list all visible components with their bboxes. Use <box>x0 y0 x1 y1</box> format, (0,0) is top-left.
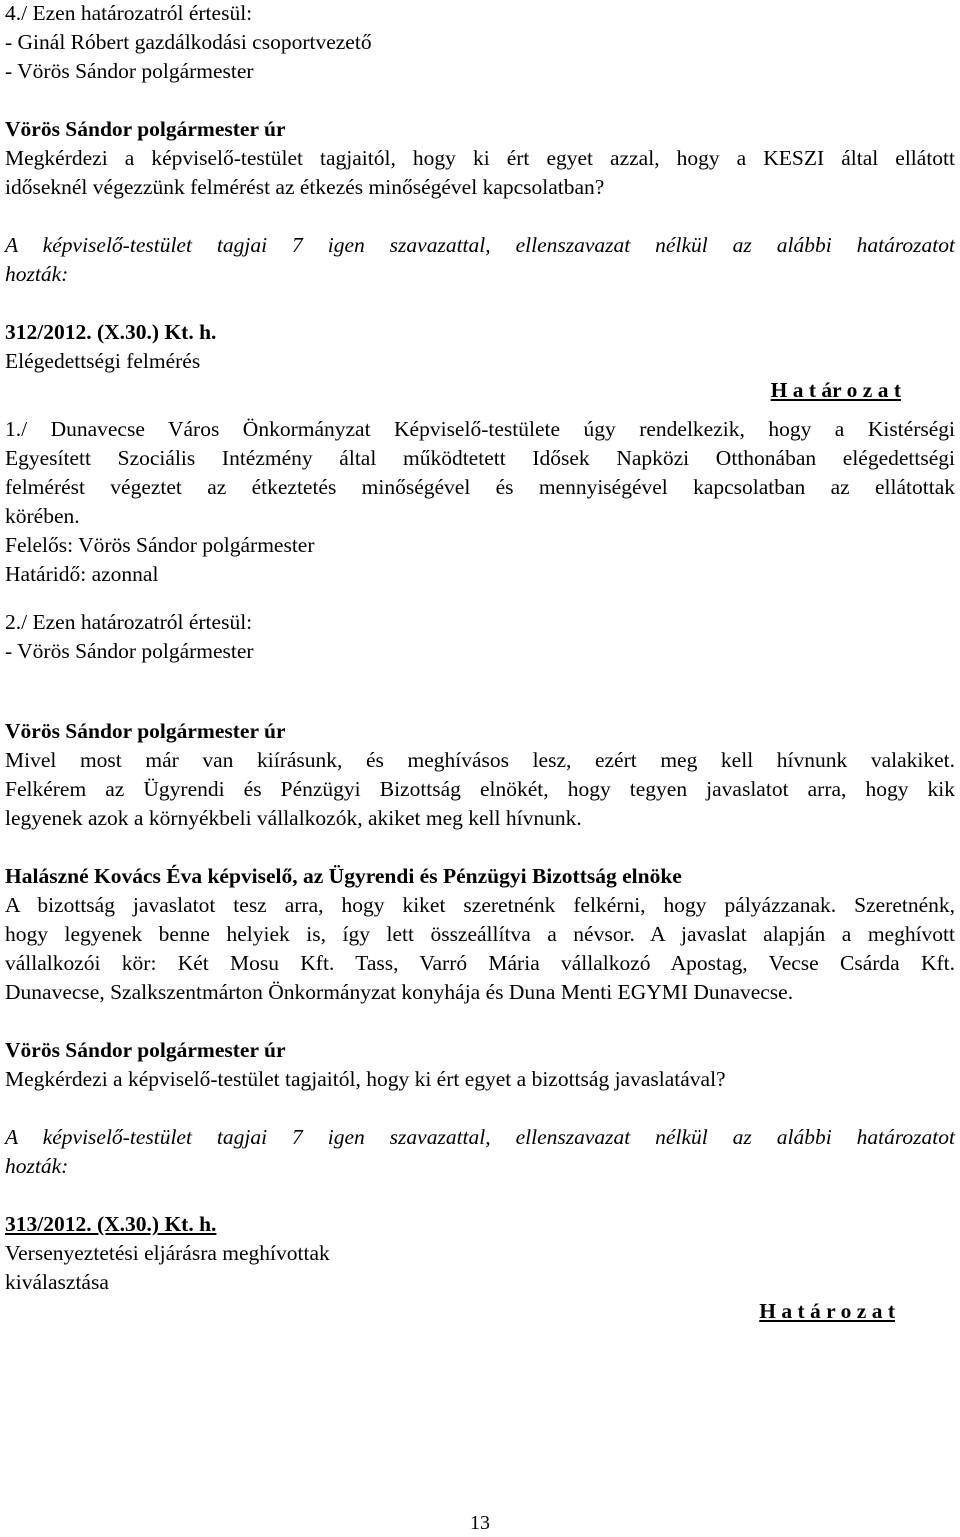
resolution-313 <box>5 1210 955 1326</box>
resolution-text-line: 1./ Dunavecse Város Önkormányzat Képviselő-testülete úgy rendelkezik, hogy a Kistérségi <box>5 417 955 441</box>
deadline: Határidő: azonnal <box>5 562 159 586</box>
paragraph-line: Felkérem az Ügyrendi és Pénzügyi Bizottság elnökét, hogy tegyen javaslatot arra, hogy kik <box>5 777 955 801</box>
speaker-block-committee-chair <box>5 862 955 1007</box>
document-page <box>5 0 955 1326</box>
paragraph-line: Dunavecse, Szalkszentmárton Önkormányzat konyhája és Duna Menti EGYMI Dunavecse. <box>5 980 794 1004</box>
resolution-text-line: Egyesített Szociális Intézmény által működtetett Idősek Napközi Otthonában elégedettségi <box>5 446 955 470</box>
resolution-number: 313/2012. (X.30.) Kt. h. <box>5 1212 217 1236</box>
vote-statement-2 <box>5 1123 955 1181</box>
notification-heading: 2./ Ezen határozatról értesül: <box>5 610 253 634</box>
notification-item: - Ginál Róbert gazdálkodási csoportvezető <box>5 30 372 54</box>
vote-statement-1 <box>5 231 955 289</box>
paragraph-line: Megkérdezi a képviselő-testület tagjaitól, hogy ki ért egyet azzal, hogy a KESZI által ellátott <box>5 146 955 170</box>
notification-list-4 <box>5 0 955 86</box>
resolution-heading: H a t ár o z a t <box>770 378 901 402</box>
paragraph-line: A bizottság javaslatot tesz arra, hogy kiket szeretnénk felkérni, hogy pályázzanak. Szeretnénk, <box>5 893 955 917</box>
resolution-title: Elégedettségi felmérés <box>5 349 201 373</box>
paragraph-line: időseknél végezzünk felmérést az étkezés minőségével kapcsolatban? <box>5 175 605 199</box>
resolution-title: Versenyeztetési eljárásra meghívottak <box>5 1241 330 1265</box>
paragraph-line: Mivel most már van kiírásunk, és meghívásos lesz, ezért meg kell hívnunk valakiket. <box>5 748 955 772</box>
vote-line: A képviselő-testület tagjai 7 igen szavazattal, ellenszavazat nélkül az alábbi határozatot <box>5 1125 955 1149</box>
speaker-block-mayor-1 <box>5 115 955 202</box>
vote-line: hozták: <box>5 1154 69 1178</box>
notification-heading: 4./ Ezen határozatról értesül: <box>5 1 253 25</box>
speaker-name: Vörös Sándor polgármester úr <box>5 719 286 743</box>
vote-line: hozták: <box>5 262 69 286</box>
speaker-name: Halászné Kovács Éva képviselő, az Ügyrendi és Pénzügyi Bizottság elnöke <box>5 864 682 888</box>
notification-item: - Vörös Sándor polgármester <box>5 639 254 663</box>
notification-item: - Vörös Sándor polgármester <box>5 59 254 83</box>
responsible-person: Felelős: Vörös Sándor polgármester <box>5 533 315 557</box>
speaker-name: Vörös Sándor polgármester úr <box>5 1038 286 1062</box>
page-number: 13 <box>470 1512 490 1534</box>
speaker-name: Vörös Sándor polgármester úr <box>5 117 286 141</box>
resolution-title: kiválasztása <box>5 1270 109 1294</box>
resolution-text-line: felmérést végeztet az étkeztetés minőségével és mennyiségével kapcsolatban az ellátottak <box>5 475 955 499</box>
speaker-block-mayor-3 <box>5 1036 955 1094</box>
paragraph-line: vállalkozói kör: Két Mosu Kft. Tass, Varró Mária vállalkozó Apostag, Vecse Csárda Kft. <box>5 951 955 975</box>
paragraph-line: Megkérdezi a képviselő-testület tagjaitól, hogy ki ért egyet a bizottság javaslatával? <box>5 1067 726 1091</box>
resolution-number: 312/2012. (X.30.) Kt. h. <box>5 320 217 344</box>
vote-line: A képviselő-testület tagjai 7 igen szavazattal, ellenszavazat nélkül az alábbi határozatot <box>5 233 955 257</box>
speaker-block-mayor-2 <box>5 717 955 833</box>
resolution-312 <box>5 318 955 666</box>
paragraph-line: hogy legyenek benne helyiek is, így lett összeállítva a névsor. A javaslat alapján a meghívott <box>5 922 955 946</box>
resolution-text-line: körében. <box>5 504 80 528</box>
resolution-heading: H a t á r o z a t <box>759 1299 895 1323</box>
paragraph-line: legyenek azok a környékbeli vállalkozók, akiket meg kell hívnunk. <box>5 806 582 830</box>
